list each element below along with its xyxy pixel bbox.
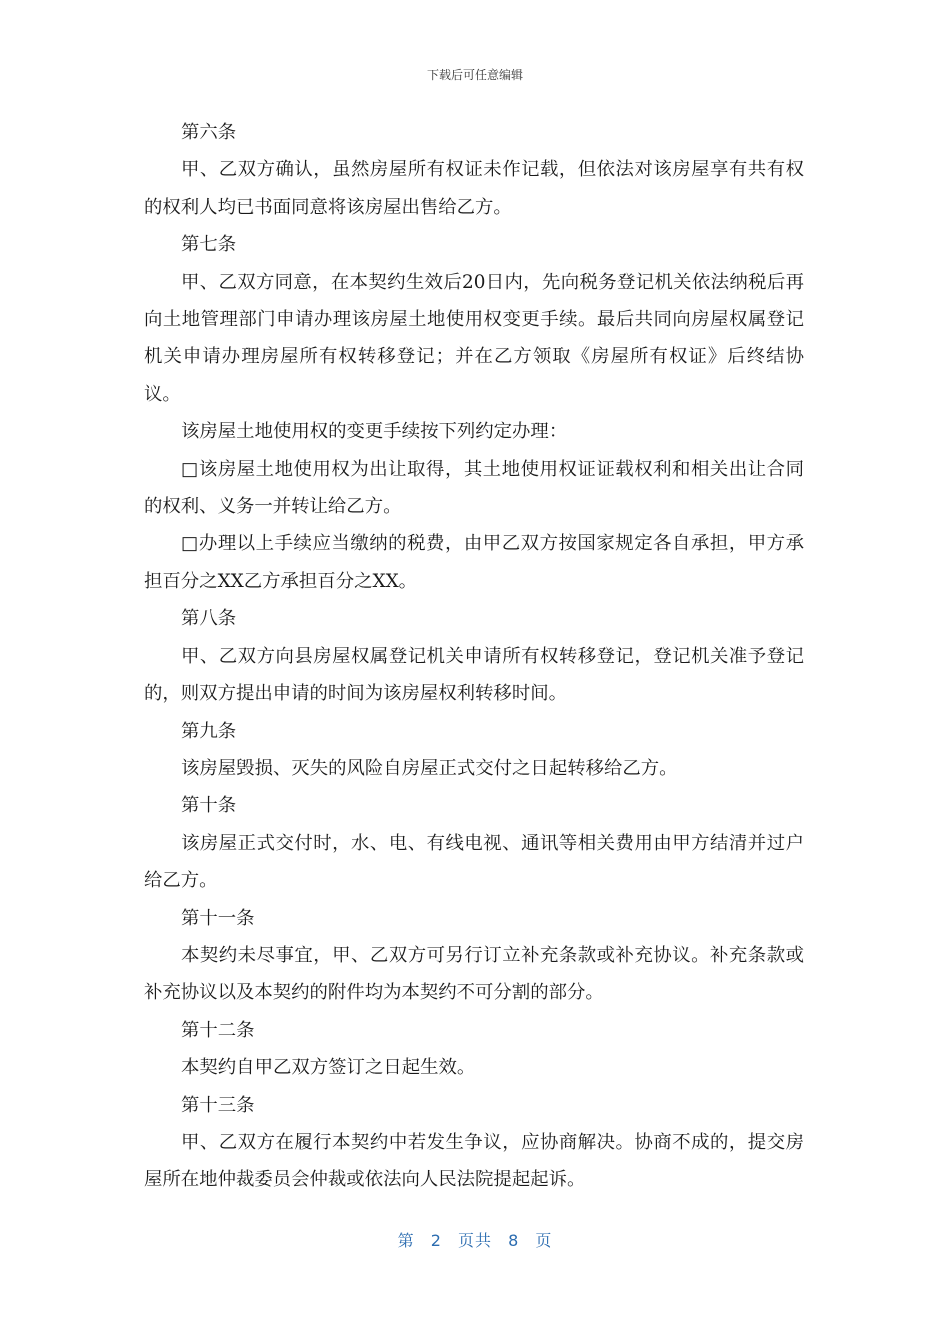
article-heading-11: 第十一条 xyxy=(181,907,255,929)
page-number-footer: 第 2 页共 8 页 xyxy=(397,1231,553,1250)
article-10-text: 该房屋正式交付时，水、电、有线电视、通讯等相关费用由甲方结清并过户给乙方。 xyxy=(144,832,804,892)
article-heading-9: 第九条 xyxy=(181,720,237,742)
article-11-text: 本契约未尽事宜，甲、乙双方可另行订立补充条款或补充协议。补充条款或补充协议以及本契约的附件均为本契约不可分割的部分。 xyxy=(144,944,804,1004)
land-use-option-1: □该房屋土地使用权为出让取得，其土地使用权证证载权利和相关出让合同的权利、义务一并转让给乙方。 xyxy=(144,458,804,518)
document-body xyxy=(144,114,804,1199)
article-8-text: 甲、乙双方向县房屋权属登记机关申请所有权转移登记，登记机关准予登记的，则双方提出申请的时间为该房屋权利转移时间。 xyxy=(144,645,804,705)
article-12-text: 本契约自甲乙双方签订之日起生效。 xyxy=(181,1057,476,1079)
article-heading-8: 第八条 xyxy=(181,608,237,630)
land-use-intro: 该房屋土地使用权的变更手续按下列约定办理： xyxy=(181,421,568,443)
article-7-text: 甲、乙双方同意，在本契约生效后20日内，先向税务登记机关依法纳税后再向土地管理部门申请办理该房屋土地使用权变更手续。最后共同向房屋权属登记机关申请办理房屋所有权转移登记；并在乙方领取《房屋所有权证》后终结协议。 xyxy=(144,271,804,405)
article-heading-10: 第十条 xyxy=(181,795,237,817)
article-heading-12: 第十二条 xyxy=(181,1019,255,1041)
land-use-option-2: □办理以上手续应当缴纳的税费，由甲乙双方按国家规定各自承担，甲方承担百分之XX乙方承担百分之XX。 xyxy=(144,533,804,592)
article-heading-6: 第六条 xyxy=(181,122,237,143)
page-header: 下载后可任意编辑 xyxy=(426,68,523,82)
article-13-text: 甲、乙双方在履行本契约中若发生争议，应协商解决。协商不成的，提交房屋所在地仲裁委员会仲裁或依法向人民法院提起起诉。 xyxy=(144,1131,804,1191)
article-heading-13: 第十三条 xyxy=(181,1094,255,1116)
article-6-text: 甲、乙双方确认，虽然房屋所有权证未作记载，但依法对该房屋享有共有权的权利人均已书面同意将该房屋出售给乙方。 xyxy=(144,159,804,218)
article-heading-7: 第七条 xyxy=(181,234,237,256)
article-9-text: 该房屋毁损、灭失的风险自房屋正式交付之日起转移给乙方。 xyxy=(181,757,678,779)
